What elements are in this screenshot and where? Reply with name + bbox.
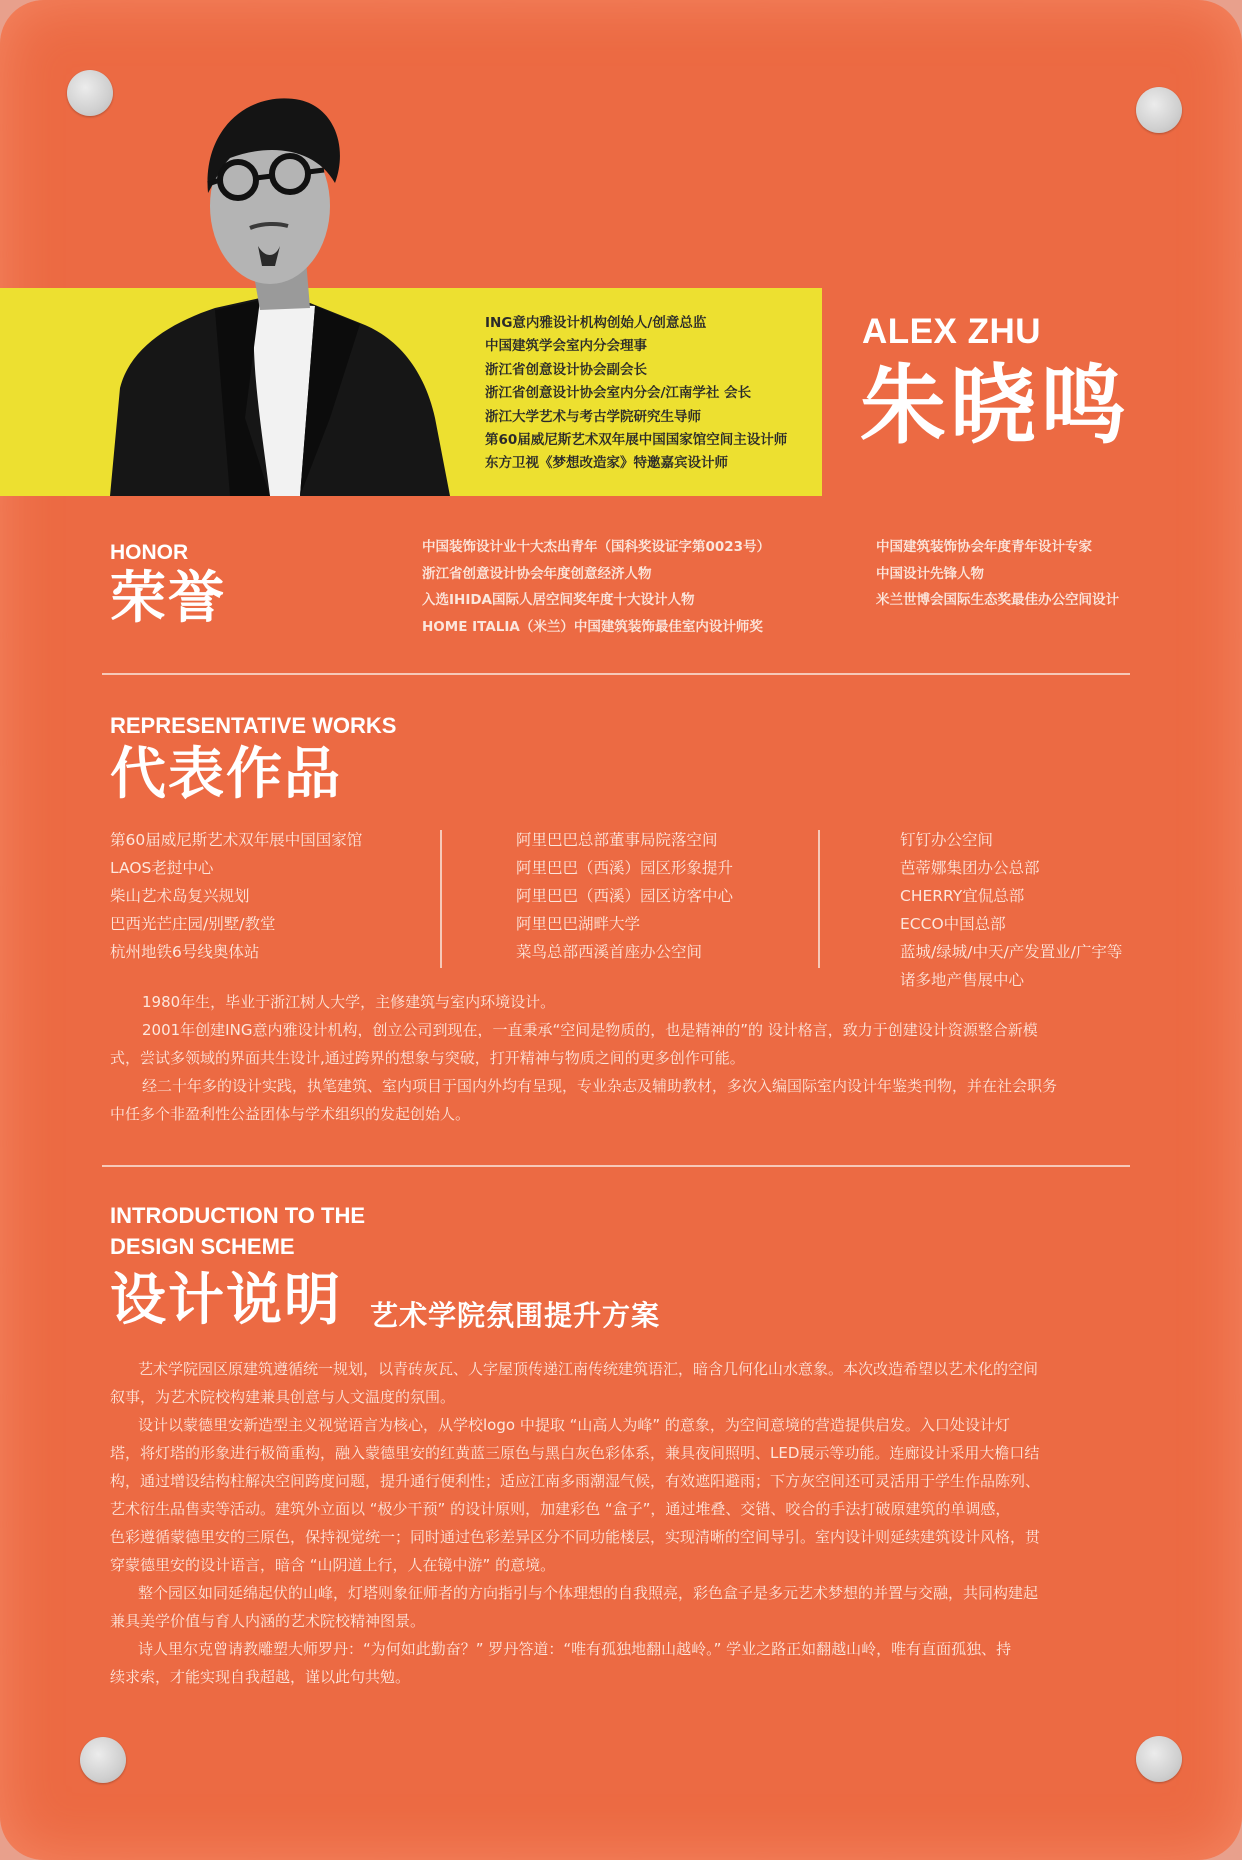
mounting-pin-icon — [1136, 1736, 1182, 1782]
designer-titles — [485, 312, 815, 476]
design-description: 艺术学院园区原建筑遵循统一规划，以青砖灰瓦、人字屋顶传递江南传统建筑语汇，暗含几何化山水意象。本次改造希望以艺术化的空间 叙事，为艺术院校构建兼具创意与人文温度的氛围。 设计以蒙德里安新造型主义视觉语言为核心，从学校logo 中提取 “山高人为峰” 的意象，为空间意境的营造提供启发。入口处设计灯 塔，将灯塔的形象进行极简重构，融入蒙德里安的红黄蓝三原色与黑白灰色彩体系，兼具夜间照明、LED展示等功能。连廊设计采用大檐口结 构，通过增设结构柱解决空间跨度问题，提升通行便利性；适应江南多雨潮湿气候，有效遮阳避雨；下方灰空间还可灵活用于学生作品陈列、 艺术衍生品售卖等活动。建筑外立面以 “极少干预” 的设计原则，加建彩色 “盒子”，通过堆叠、交错、咬合的手法打破原建筑的单调感， 色彩遵循蒙德里安的三原色，保持视觉统一；同时通过色彩差异区分不同功能楼层，实现清晰的空间导引。室内设计则延续建筑设计风格，贯 穿蒙德里安的设计语言，暗含 “山阴道上行，人在镜中游” 的意境。 整个园区如同延绵起伏的山峰，灯塔则象征师者的方向指引与个体理想的自我照亮，彩色盒子是多元艺术梦想的并置与交融，共同构建起 兼具美学价值与育人内涵的艺术院校精神图景。 诗人里尔克曾请教雕塑大师罗丹：“为何如此勤奋？” 罗丹答道：“唯有孤独地翻山越岭。” 学业之路正如翻越山岭，唯有直面孤独、持 续求索，才能实现自我超越，谨以此句共勉。 — [110, 1360, 1041, 1686]
section-divider — [102, 1165, 1130, 1167]
title-line: 东方卫视《梦想改造家》特邀嘉宾设计师 — [485, 455, 728, 472]
work-item: 蓝城/绿城/中天/产发置业/广宇等 — [900, 943, 1123, 961]
title-line: 浙江省创意设计协会副会长 — [485, 361, 647, 378]
mounting-pin-icon — [1136, 87, 1182, 133]
mounting-pin-icon — [67, 70, 113, 116]
work-item: 阿里巴巴（西溪）园区访客中心 — [516, 887, 734, 905]
honor-heading-english: HONOR — [110, 541, 189, 564]
work-item: 阿里巴巴总部董事局院落空间 — [516, 831, 718, 849]
works-heading-english: REPRESENTATIVE WORKS — [110, 713, 397, 738]
honor-item: 米兰世博会国际生态奖最佳办公空间设计 — [876, 592, 1119, 608]
work-item: 阿里巴巴（西溪）园区形象提升 — [516, 859, 734, 877]
design-heading-chinese: 设计说明 — [110, 1268, 342, 1333]
column-divider — [440, 830, 442, 968]
works-list-1 — [110, 826, 362, 966]
design-subtitle: 艺术学院氛围提升方案 — [370, 1299, 661, 1332]
title-line: 浙江大学艺术与考古学院研究生导师 — [485, 408, 701, 425]
honor-list-1 — [422, 534, 770, 640]
column-divider — [818, 830, 820, 968]
work-item: 诸多地产售展中心 — [900, 971, 1025, 989]
work-item: LAOS老挝中心 — [110, 859, 214, 877]
designer-name-chinese: 朱晓鸣 — [860, 356, 1130, 456]
honor-list-2 — [876, 534, 1119, 614]
designer-portrait — [110, 88, 450, 496]
works-list-2 — [516, 826, 733, 966]
title-line: 中国建筑学会室内分会理事 — [485, 338, 647, 355]
works-list-3 — [900, 826, 1122, 994]
section-divider — [102, 673, 1130, 675]
honor-item: 中国建筑装饰协会年度青年设计专家 — [876, 539, 1092, 555]
designer-name-english: ALEX ZHU — [862, 312, 1041, 351]
bio-paragraph: 1980年生，毕业于浙江树人大学，主修建筑与室内环境设计。 2001年创建ING意内雅设计机构，创立公司到现在，一直秉承“空间是物质的，也是精神的”的 设计格言，致力于创建设计资源整合新模 式，尝试多领域的界面共生设计,通过跨界的想象与突破，打开精神与物质之间的更多创作可能。 经二十年多的设计实践，执笔建筑、室内项目于国内外均有呈现，专业杂志及辅助教材，多次入编国际室内设计年鉴类刊物，并在社会职务 中任多个非盈利性公益团体与学术组织的发起创始人。 — [110, 993, 1058, 1123]
design-heading-english-1: INTRODUCTION TO THE — [110, 1203, 366, 1228]
work-item: 第60届威尼斯艺术双年展中国国家馆 — [110, 831, 363, 849]
work-item: CHERRY宜侃总部 — [900, 887, 1025, 905]
work-item: 菜鸟总部西溪首座办公空间 — [516, 943, 703, 961]
work-item: 杭州地铁6号线奥体站 — [110, 943, 260, 961]
work-item: 阿里巴巴湖畔大学 — [516, 915, 641, 933]
work-item: ECCO中国总部 — [900, 915, 1006, 933]
honor-item: 入选IHIDA国际人居空间奖年度十大设计人物 — [422, 592, 695, 608]
title-line: ING意内雅设计机构创始人/创意总监 — [485, 315, 707, 331]
mounting-pin-icon — [80, 1737, 126, 1783]
design-heading-english-2: DESIGN SCHEME — [110, 1234, 295, 1259]
works-heading-chinese: 代表作品 — [110, 742, 342, 807]
title-line: 浙江省创意设计协会室内分会/江南学社 会长 — [485, 385, 752, 402]
title-line: 第60届威尼斯艺术双年展中国国家馆空间主设计师 — [485, 432, 788, 449]
honor-item: 中国装饰设计业十大杰出青年（国科奖设证字第0023号） — [422, 539, 771, 555]
honor-item: HOME ITALIA（米兰）中国建筑装饰最佳室内设计师奖 — [422, 618, 763, 635]
work-item: 芭蒂娜集团办公总部 — [900, 859, 1040, 877]
work-item: 柴山艺术岛复兴规划 — [110, 887, 250, 905]
work-item: 巴西光芒庄园/别墅/教堂 — [110, 915, 276, 933]
honor-item: 浙江省创意设计协会年度创意经济人物 — [422, 565, 652, 582]
honor-item: 中国设计先锋人物 — [876, 565, 984, 582]
honor-heading-chinese: 荣誉 — [110, 566, 226, 631]
work-item: 钉钉办公空间 — [900, 831, 994, 849]
